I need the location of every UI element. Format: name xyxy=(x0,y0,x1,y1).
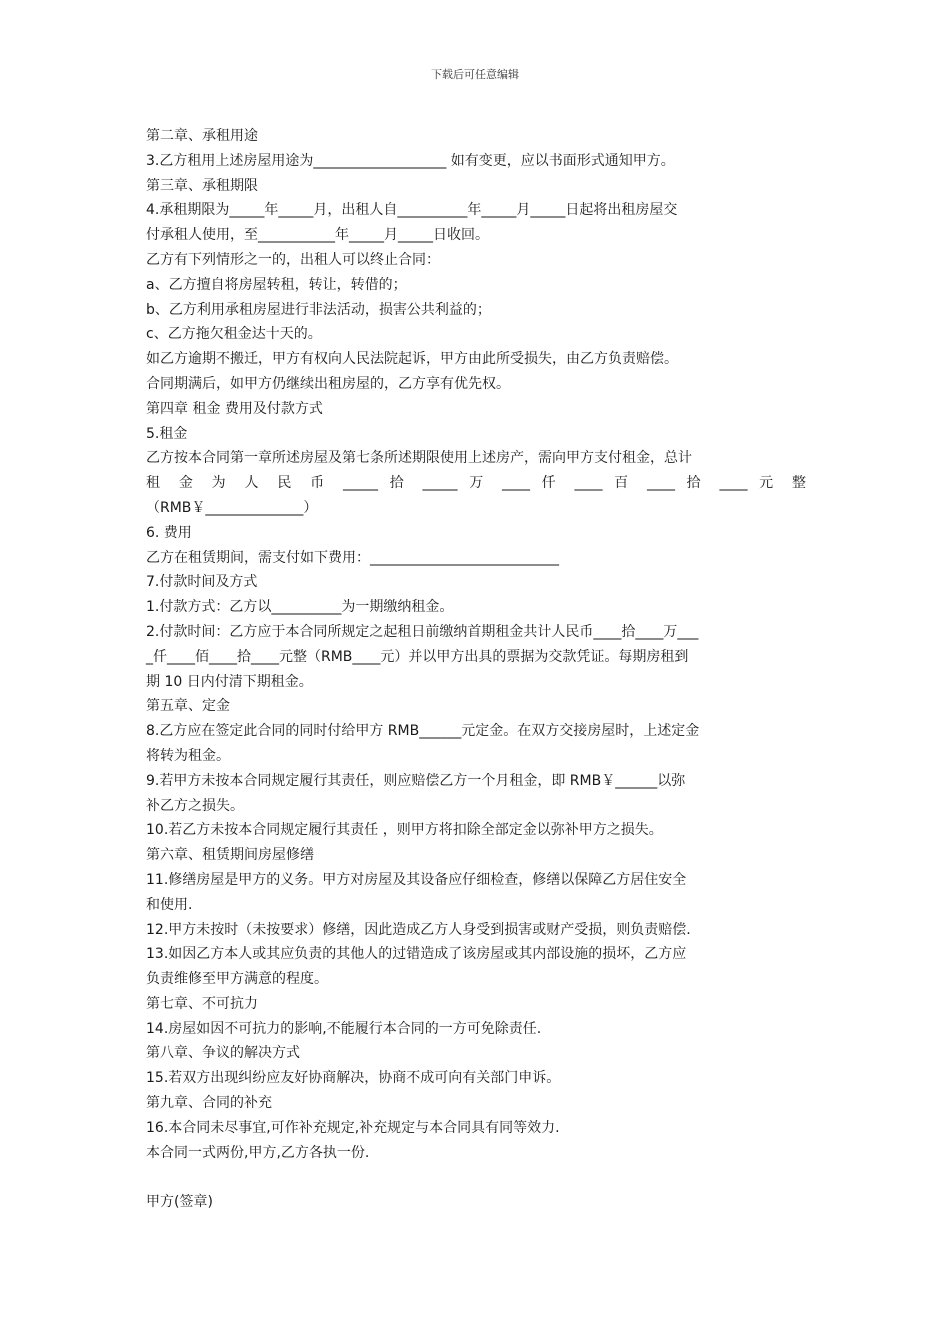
page-header: 下载后可任意编辑 xyxy=(431,68,519,81)
chapter-heading: 第八章、争议的解决方式 xyxy=(146,1045,300,1062)
chapter-heading: 第九章、合同的补充 xyxy=(146,1095,272,1112)
clause-line: （RMB￥______________） xyxy=(146,499,318,516)
clause-line: 12.甲方未按时（未按要求）修缮，因此造成乙方人身受到损害或财产受损，则负责赔偿. xyxy=(146,921,691,938)
clause-line: 3.乙方租用上述房屋用途为___________________ 如有变更，应以书面形式通知甲方。 xyxy=(146,152,675,169)
clause-line: 2.付款时间：乙方应于本合同所规定之起租日前缴纳首期租金共计人民币____拾____万___ xyxy=(146,623,699,640)
list-item: c、乙方拖欠租金达十天的。 xyxy=(146,326,322,343)
contract-body xyxy=(146,124,806,1215)
clause-line: 租 金 为 人 民 币 _____ 拾 _____ 万 ____ 仟 ____ 百 ____ 拾 ____ 元 整 xyxy=(146,475,806,492)
clause-line: 将转为租金。 xyxy=(146,747,230,764)
chapter-heading: 第六章、租赁期间房屋修缮 xyxy=(146,847,314,864)
chapter-heading: 第二章、承租用途 xyxy=(146,128,258,144)
clause-line: 4.承租期限为_____年_____月，出租人自__________年_____月_____日起将出租房屋交 xyxy=(146,202,678,219)
clause-line: 合同期满后，如甲方仍继续出租房屋的，乙方享有优先权。 xyxy=(146,375,510,392)
clause-line: 13.如因乙方本人或其应负责的其他人的过错造成了该房屋或其内部设施的损坏，乙方应 xyxy=(146,946,687,963)
clause-line: 1.付款方式：乙方以__________为一期缴纳租金。 xyxy=(146,599,454,616)
clause-line: 15.若双方出现纠纷应友好协商解决，协商不成可向有关部门申诉。 xyxy=(146,1070,561,1087)
section-heading: 6. 费用 xyxy=(146,524,192,541)
clause-line: 本合同一式两份,甲方,乙方各执一份. xyxy=(146,1144,370,1161)
clause-line: 14.房屋如因不可抗力的影响,不能履行本合同的一方可免除责任. xyxy=(146,1020,542,1037)
clause-line: 期 10 日内付清下期租金。 xyxy=(146,673,313,690)
clause-line: 乙方按本合同第一章所述房屋及第七条所述期限使用上述房产，需向甲方支付租金，总计 xyxy=(146,450,692,467)
clause-line: 和使用. xyxy=(146,896,193,913)
clause-line: 11.修缮房屋是甲方的义务。甲方对房屋及其设备应仔细检查，修缮以保障乙方居住安全 xyxy=(146,871,687,888)
list-item: b、乙方利用承租房屋进行非法活动，损害公共利益的； xyxy=(146,301,491,318)
section-heading: 5.租金 xyxy=(146,425,188,442)
list-item: a、乙方擅自将房屋转租，转让，转借的； xyxy=(146,276,407,293)
clause-line: 负责维修至甲方满意的程度。 xyxy=(146,971,328,988)
clause-line: 10.若乙方未按本合同规定履行其责任 ，则甲方将扣除全部定金以弥补甲方之损失。 xyxy=(146,822,663,839)
chapter-heading: 第三章、承租期限 xyxy=(146,177,258,194)
chapter-heading: 第五章、定金 xyxy=(146,698,230,715)
clause-line: 如乙方逾期不搬迁，甲方有权向人民法院起诉，甲方由此所受损失，由乙方负责赔偿。 xyxy=(146,351,678,368)
signature-label: 甲方(签章) xyxy=(146,1194,213,1211)
chapter-heading: 第四章 租金 费用及付款方式 xyxy=(146,400,323,417)
clause-line: 乙方有下列情形之一的，出租人可以终止合同： xyxy=(146,251,440,268)
chapter-heading: 第七章、不可抗力 xyxy=(146,995,258,1012)
clause-line: 16.本合同未尽事宜,可作补充规定,补充规定与本合同具有同等效力. xyxy=(146,1119,560,1136)
clause-line: _仟____佰____拾____元整（RMB____元）并以甲方出具的票据为交款凭证。每期房租到 xyxy=(146,648,689,665)
clause-line: 8.乙方应在签定此合同的同时付给甲方 RMB______元定金。在双方交接房屋时，上述定金 xyxy=(146,723,700,740)
clause-line: 9.若甲方未按本合同规定履行其责任，则应赔偿乙方一个月租金，即 RMB￥______以弥 xyxy=(146,772,686,789)
clause-line: 付承租人使用，至___________年_____月_____日收回。 xyxy=(146,227,489,244)
section-heading: 7.付款时间及方式 xyxy=(146,574,258,591)
clause-line: 乙方在租赁期间，需支付如下费用：___________________________ xyxy=(146,549,559,566)
clause-line: 补乙方之损失。 xyxy=(146,797,244,814)
blank-line xyxy=(146,1165,806,1190)
